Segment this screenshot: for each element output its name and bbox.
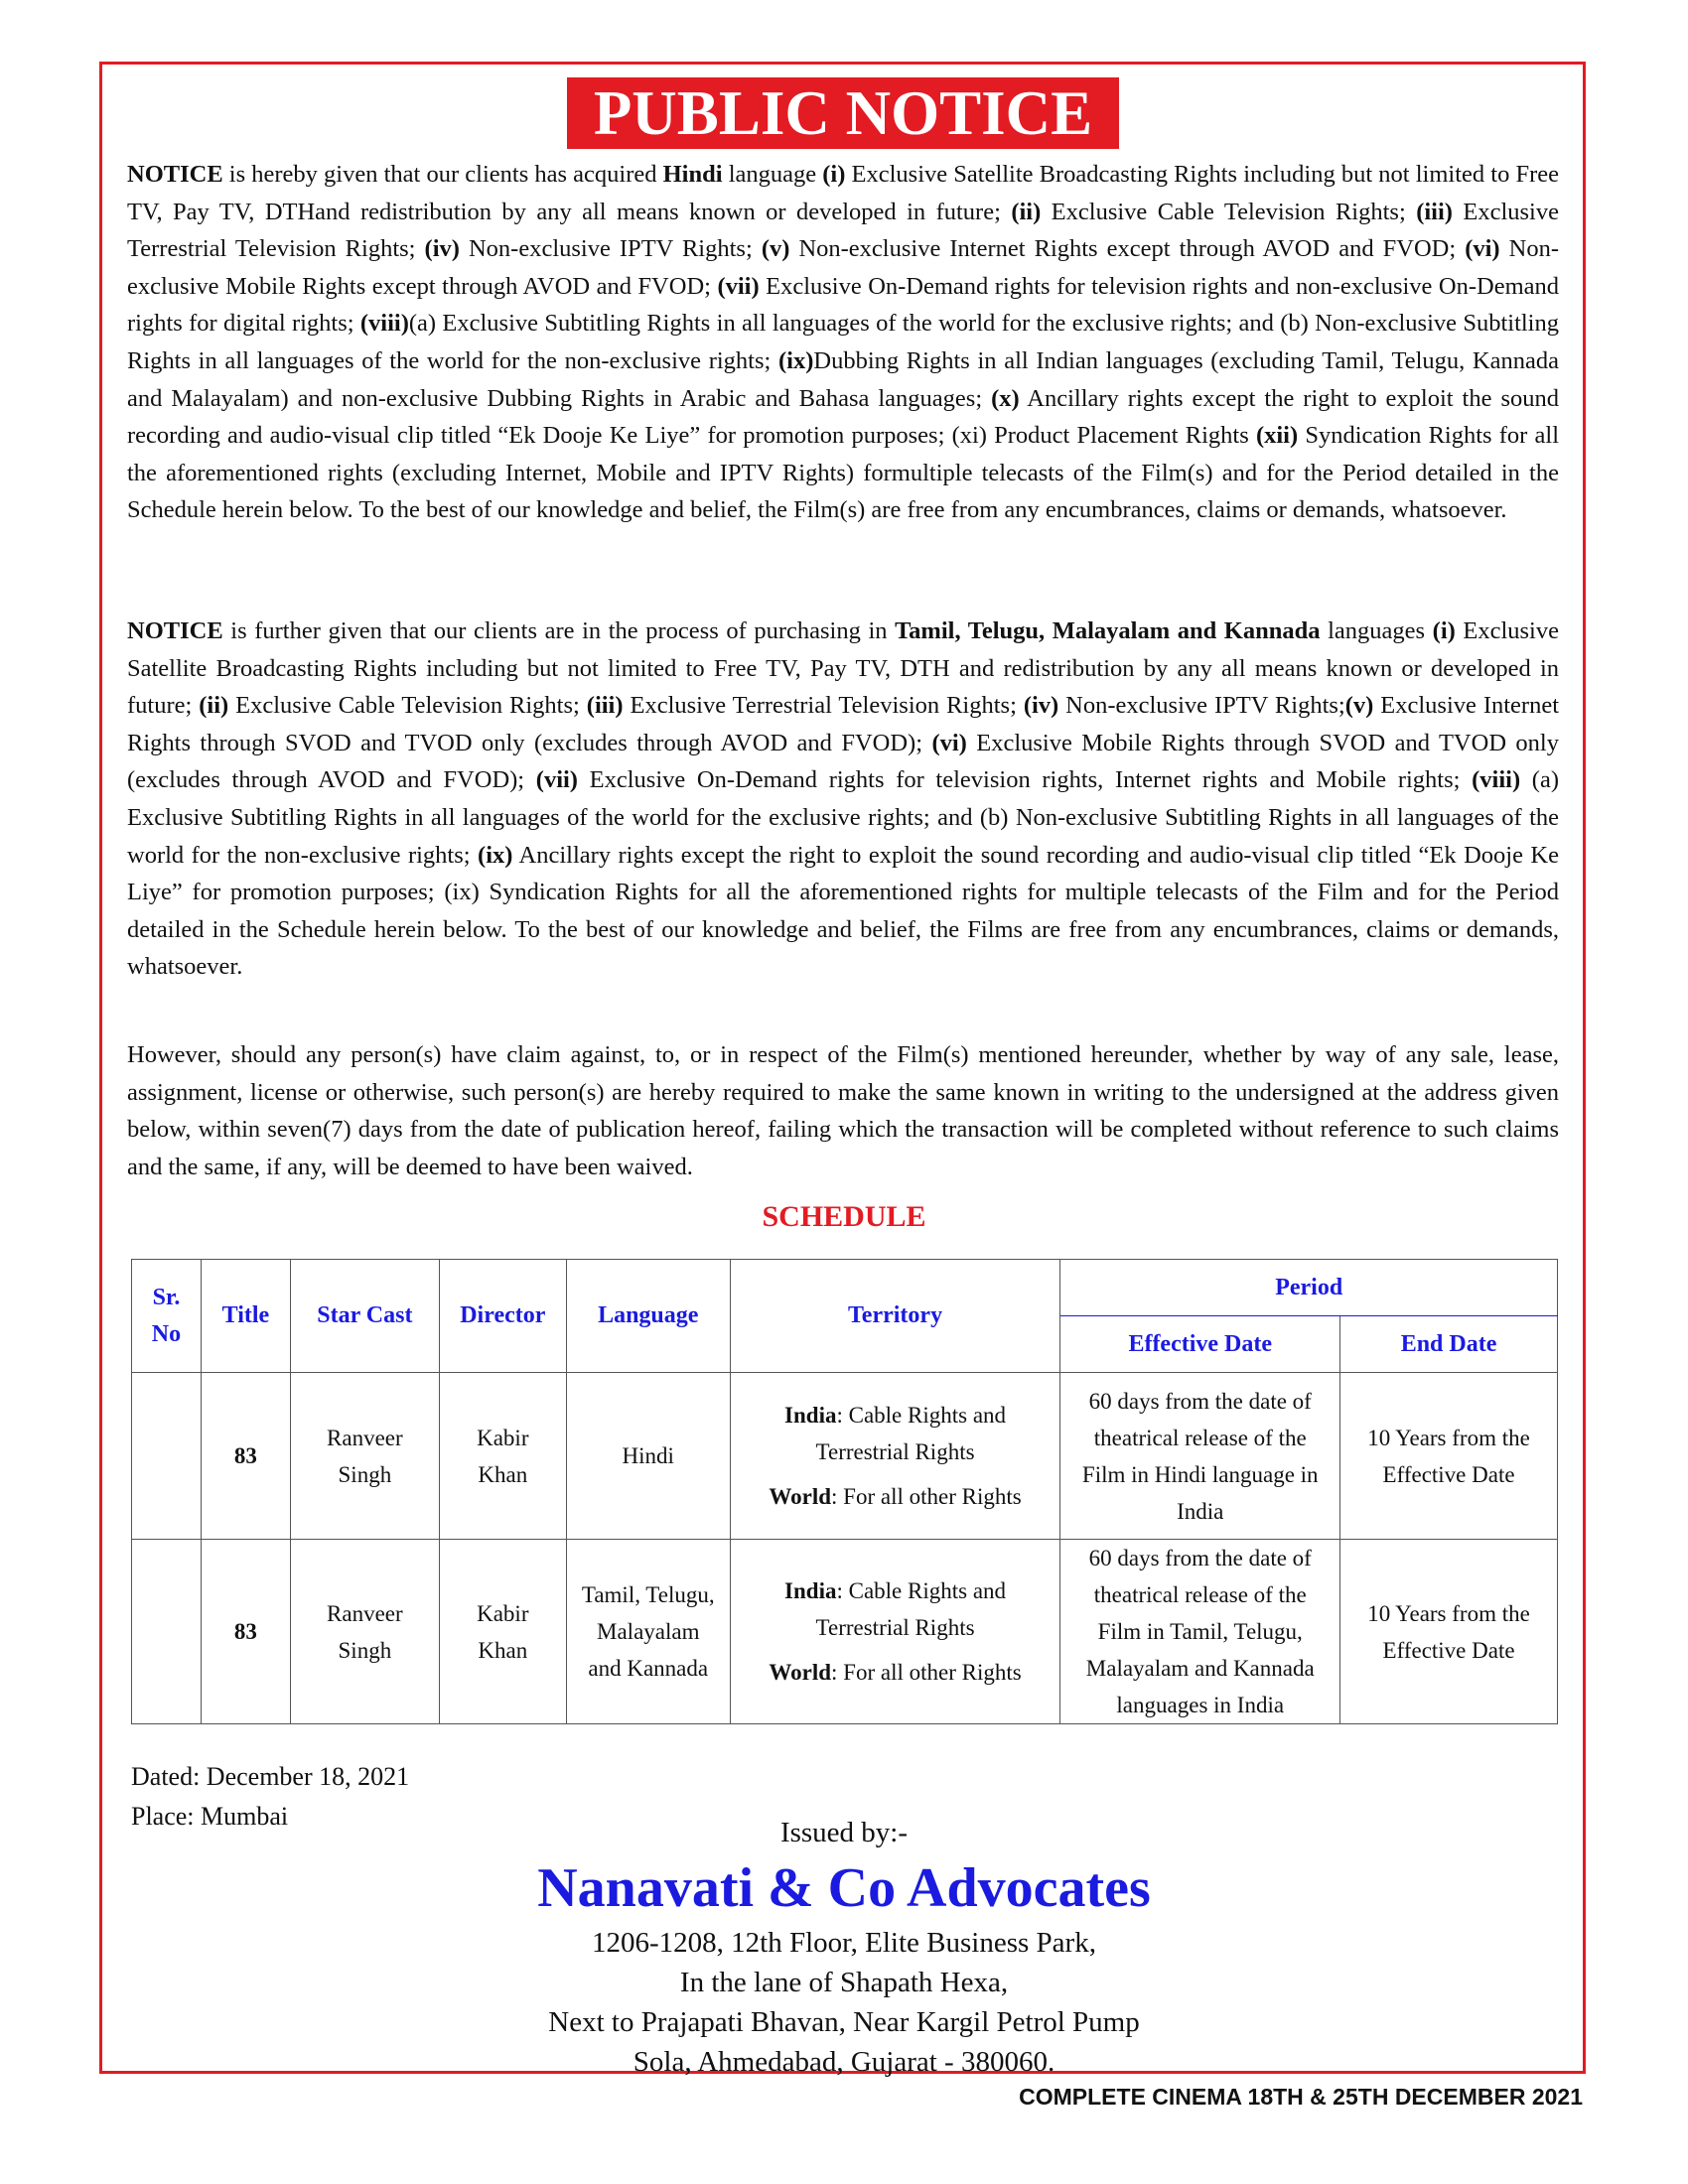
territory-india-text: : Cable Rights and Terrestrial Rights — [815, 1578, 1007, 1640]
address-line-4: Sola, Ahmedabad, Gujarat - 380060. — [633, 2046, 1055, 2078]
cell-language: Hindi — [566, 1373, 730, 1540]
cell-end-date: 10 Years from the Effective Date — [1340, 1373, 1558, 1540]
dated-line: Dated: December 18, 2021 — [131, 1762, 410, 1791]
address-line-3: Next to Prajapati Bhavan, Near Kargil Petrol Pump — [548, 2006, 1140, 2038]
territory-india-label: India — [784, 1578, 837, 1603]
territory-india-text: : Cable Rights and Terrestrial Rights — [815, 1403, 1007, 1464]
cell-title: 83 — [201, 1373, 290, 1540]
cell-star-cast: Ranveer Singh — [290, 1373, 439, 1540]
header-period: Period — [1060, 1260, 1558, 1316]
cell-effective-date: 60 days from the date of theatrical release of the Film in Tamil, Telugu, Malayalam and Kannada languages in India — [1060, 1540, 1340, 1724]
territory-world-text: : For all other Rights — [831, 1660, 1022, 1685]
header-sr-no: Sr. No — [132, 1260, 202, 1373]
cell-end-date: 10 Years from the Effective Date — [1340, 1540, 1558, 1724]
cell-director: Kabir Khan — [439, 1540, 566, 1724]
territory-india-label: India — [784, 1403, 837, 1428]
territory-world-label: World — [769, 1484, 832, 1509]
header-director: Director — [439, 1260, 566, 1373]
header-end-date: End Date — [1340, 1316, 1558, 1373]
header-territory: Territory — [730, 1260, 1060, 1373]
schedule-table — [131, 1259, 1558, 1724]
address-line-2: In the lane of Shapath Hexa, — [679, 1967, 1009, 1998]
header-title: Title — [201, 1260, 290, 1373]
cell-language: Tamil, Telugu, Malayalam and Kannada — [566, 1540, 730, 1724]
cell-title: 83 — [201, 1540, 290, 1724]
notice-paragraph-purchasing: NOTICE is further given that our clients are in the process of purchasing in Tamil, Telugu, Malayalam and Kannada languages (i) Exclusive Satellite Broadcasting Rights including but not limited to Free TV, Pay TV, DTH and redistribution by any all means known or developed in future; (ii) Exclusive Cable Television Rights; (iii) Exclusive Terrestrial Television Rights; (iv) Non-exclusive IPTV Rights;(v) Exclusive Internet Rights through SVOD and TVOD only (excludes through AVOD and FVOD); (vi) Exclusive Mobile Rights through SVOD and TVOD only (excludes through AVOD and FVOD); (vii) Exclusive On-Demand rights for television rights, Internet rights and Mobile rights; (viii) (a) Exclusive Subtitling Rights in all languages of the world for the exclusive rights; and (b) Non-exclusive Subtitling Rights in all languages of the world for the non-exclusive rights; (ix) Ancillary rights except the right to exploit the sound recording and audio-visual clip titled “Ek Dooje Ke Liye” for promotion purposes; (ix) Syndication Rights for all the aforementioned rights for multiple telecasts of the Film and for the Period detailed in the Schedule herein below. To the best of our knowledge and belief, the Films are free from any encumbrances, claims or demands, whatsoever. — [127, 617, 1560, 981]
cell-director: Kabir Khan — [439, 1373, 566, 1540]
address-line-1: 1206-1208, 12th Floor, Elite Business Park, — [592, 1927, 1096, 1959]
cell-sr-no — [132, 1373, 202, 1540]
cell-territory — [730, 1540, 1060, 1724]
notice-paragraph-acquired: NOTICE is hereby given that our clients has acquired Hindi language (i) Exclusive Satellite Broadcasting Rights including but not limited to Free TV, Pay TV, DTHand redistribution by any all means known or developed in future; (ii) Exclusive Cable Television Rights; (iii) Exclusive Terrestrial Television Rights; (iv) Non-exclusive IPTV Rights; (v) Non-exclusive Internet Rights except through AVOD and FVOD; (vi) Non-exclusive Mobile Rights except through AVOD and FVOD; (vii) Exclusive On-Demand rights for television rights and non-exclusive On-Demand rights for digital rights; (viii)(a) Exclusive Subtitling Rights in all languages of the world for the exclusive rights; and (b) Non-exclusive Subtitling Rights in all languages of the world for the non-exclusive rights; (ix)Dubbing Rights in all Indian languages (excluding Tamil, Telugu, Kannada and Malayalam) and non-exclusive Dubbing Rights in Arabic and Bahasa languages; (x) Ancillary rights except the right to exploit the sound recording and audio-visual clip titled “Ek Dooje Ke Liye” for promotion purposes; (xi) Product Placement Rights (xii) Syndication Rights for all the aforementioned rights (excluding Internet, Mobile and IPTV Rights) formultiple telecasts of the Film(s) and for the Period detailed in the Schedule herein below. To the best of our knowledge and belief, the Film(s) are free from any encumbrances, claims or demands, whatsoever. — [127, 161, 1560, 524]
notice-paragraph-claims: However, should any person(s) have claim against, to, or in respect of the Film(s) mentioned hereunder, whether by way of any sale, lease, assignment, license or otherwise, such person(s) are hereby required to make the same known in writing to the undersigned at the address given below, within seven(7) days from the date of publication hereof, failing which the transaction will be completed without reference to such claims and the same, if any, will be deemed to have been waived. — [127, 1041, 1559, 1180]
territory-world-label: World — [769, 1660, 832, 1685]
place-line: Place: Mumbai — [131, 1802, 289, 1831]
header-star-cast: Star Cast — [290, 1260, 439, 1373]
territory-world-text: : For all other Rights — [831, 1484, 1022, 1509]
firm-name: Nanavati & Co Advocates — [537, 1857, 1151, 1919]
cell-effective-date: 60 days from the date of theatrical release of the Film in Hindi language in India — [1060, 1373, 1340, 1540]
header-language: Language — [566, 1260, 730, 1373]
table-row — [132, 1540, 1558, 1724]
publication-footer: COMPLETE CINEMA 18TH & 25TH DECEMBER 2021 — [1019, 2084, 1583, 2110]
table-row — [132, 1373, 1558, 1540]
schedule-heading: SCHEDULE — [762, 1200, 926, 1233]
cell-territory — [730, 1373, 1060, 1540]
notice-title: PUBLIC NOTICE — [567, 77, 1119, 149]
cell-sr-no — [132, 1540, 202, 1724]
issued-by-label: Issued by:- — [779, 1817, 909, 1848]
cell-star-cast: Ranveer Singh — [290, 1540, 439, 1724]
header-effective-date: Effective Date — [1060, 1316, 1340, 1373]
